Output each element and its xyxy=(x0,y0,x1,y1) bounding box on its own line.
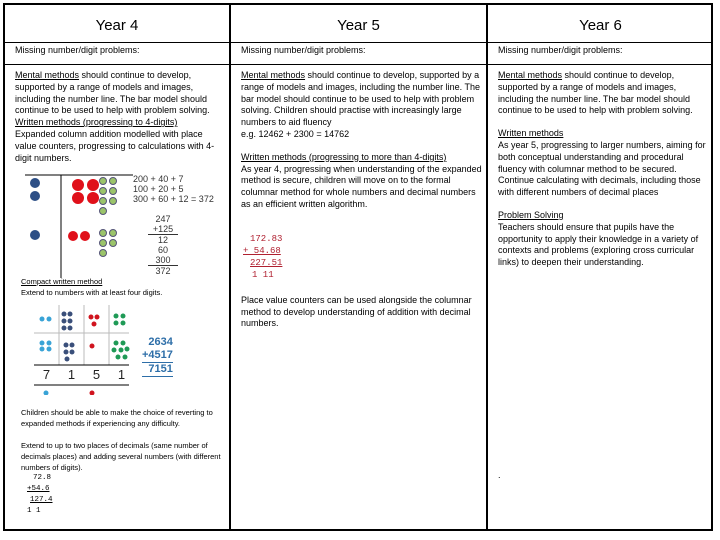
y4-lower xyxy=(15,407,230,517)
y5-example: e.g. 12462 + 2300 = 14762 xyxy=(241,128,350,139)
expanded-line: 200 + 40 + 7 xyxy=(133,174,184,184)
compact-title: Compact written method xyxy=(21,277,103,286)
column-line: 372 xyxy=(155,266,171,276)
column-line: 247 xyxy=(155,214,171,224)
y5-sum-line: + 54.68 xyxy=(243,245,281,256)
y5-sum-line: 172.83 xyxy=(250,233,283,244)
place-value-counters-image xyxy=(23,170,133,278)
y6-written-title: Written methods xyxy=(498,128,564,139)
y4-mental-title: Mental methods xyxy=(15,70,80,80)
y5-mental-title: Mental methods xyxy=(241,70,306,80)
header-year-5: Year 5 xyxy=(337,16,380,34)
y5-written-text: As year 4, progressing when understanding of the expanded method is secure, children will move on to the formal columnar method for whole numbers and decimal numbers as an efficient written algorithm. xyxy=(241,163,482,209)
y5-column xyxy=(235,70,489,330)
column-line: 12 xyxy=(157,235,168,245)
decimals-text: Extend to up to two places of decimals (same number of decimals places) and adding several numbers (with different numbers of digits). xyxy=(21,441,221,472)
missing-y6: Missing number/digit problems: xyxy=(498,45,623,55)
y6-column xyxy=(492,70,714,269)
y4-expanded-diagram xyxy=(23,170,223,278)
dec-sum-line: 1 1 xyxy=(27,507,41,515)
header-year-6: Year 6 xyxy=(579,16,622,34)
y4-written-text: Expanded column addition modelled with place value counters, progressing to calculations with 4-digit numbers. xyxy=(15,128,215,163)
header-year-4: Year 4 xyxy=(95,16,139,34)
missing-y5: Missing number/digit problems: xyxy=(241,45,366,55)
y5-counters-text: Place value counters can be used alongside the columnar method to develop understanding of addition with decimal numbers. xyxy=(241,294,472,329)
y4-column-diagram xyxy=(34,305,214,395)
digit: 1 xyxy=(67,367,76,382)
revert-text: Children should be able to make the choice of reverting to expanded methods if experiencing any difficulty. xyxy=(21,408,213,428)
y5-sum-line: 1 11 xyxy=(252,269,274,280)
dec-sum-line: 72.8 xyxy=(33,474,52,482)
y6-ps-text: Teachers should ensure that pupils have the opportunity to apply their knowledge in a variety of contexts and problems (exploring cross curricular links) to deepen their understanding. xyxy=(498,221,699,268)
y4-column xyxy=(9,70,231,164)
expanded-line: 300 + 60 + 12 = 372 xyxy=(133,194,214,204)
sum-line: 2634 xyxy=(148,336,173,348)
compact-text: Extend to numbers with at least four digits. xyxy=(21,288,163,297)
digit: 7 xyxy=(42,367,51,382)
digit: 1 xyxy=(117,367,126,382)
y6-mental-title: Mental methods xyxy=(498,70,563,80)
progression-table xyxy=(3,3,713,531)
y5-sum-line: 227.51 xyxy=(250,257,283,268)
y6-dot: . xyxy=(498,470,501,480)
y4-written-title: Written methods (progressing to 4-digits) xyxy=(15,117,178,128)
column-line: 60 xyxy=(157,245,168,255)
y6-written-text: As year 5, progressing to larger numbers, aiming for both conceptual understanding and procedural fluency with columnar method to be secured. Continue calculating with decimals, including those with different numbers of decimal places xyxy=(498,139,706,198)
sum-line: 7151 xyxy=(142,363,173,377)
y6-mental-text: should continue to develop, supported by a range of models and images, including the number line. The bar model should continue to be used to help with problem solving. xyxy=(498,70,693,116)
y6-ps-title: Problem Solving xyxy=(498,209,564,220)
column-line: 300 xyxy=(148,255,178,266)
dec-sum-line: +54.6 xyxy=(27,485,50,493)
expanded-line: 100 + 20 + 5 xyxy=(133,184,184,194)
y4-compact xyxy=(15,276,168,298)
digit: 5 xyxy=(92,367,101,382)
y4-mental-text: should continue to develop, supported by a range of models and images, including the number line. The bar model should continue to be used to help with problem solving. xyxy=(15,70,210,116)
dec-sum-line: 127.4 xyxy=(30,496,53,504)
missing-y4: Missing number/digit problems: xyxy=(15,45,140,55)
y5-written-title: Written methods (progressing to more than 4-digits) xyxy=(241,151,447,162)
column-line: +125 xyxy=(148,224,178,235)
y5-mental-text: should continue to develop, supported by a range of models and images, including the number line. The bar model should continue to be used to help with problem solving. Children should practise with increasingly large numbers to aid fluency xyxy=(241,70,480,128)
sum-line: +4517 xyxy=(142,349,173,361)
